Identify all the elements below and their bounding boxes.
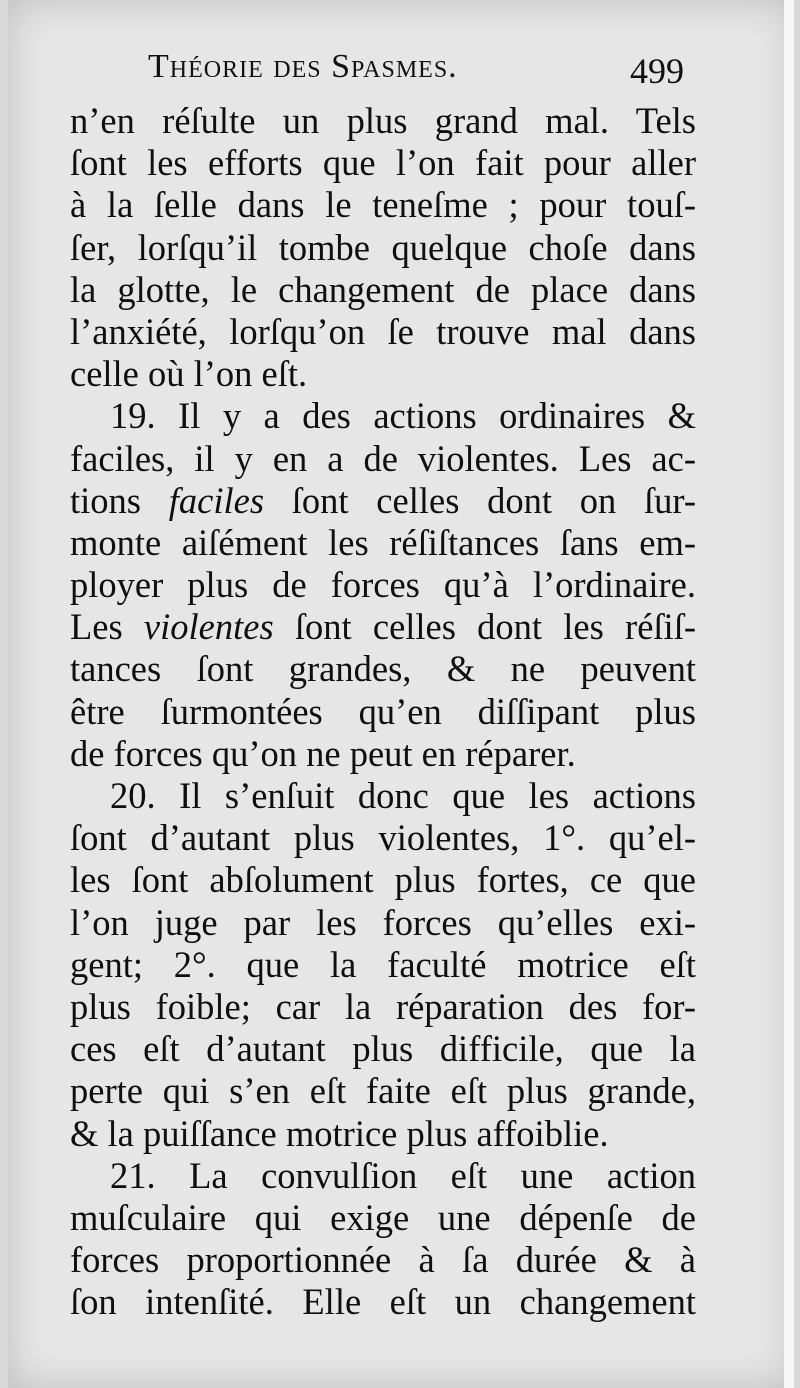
text-line: tions faciles ſont celles dont on ſur- bbox=[70, 479, 697, 521]
text-line: n’en réſulte un plus grand mal. Tels bbox=[70, 100, 696, 141]
text-line: la glotte, le changement de place dans bbox=[70, 268, 696, 310]
text-line: perte qui s’en eſt faite eſt plus grande, bbox=[70, 1070, 696, 1112]
text-line: ſont les efforts que l’on fait pour aller bbox=[70, 142, 696, 184]
text-line: celle où l’on eſt. bbox=[70, 353, 308, 395]
text-line: être ſurmontées qu’en diſſipant plus bbox=[70, 690, 696, 732]
text-line: muſculaire qui exige une dépenſe de bbox=[70, 1196, 696, 1238]
text-line: à la ſelle dans le teneſme ; pour touſ- bbox=[70, 184, 696, 226]
text-line: faciles, il y en a de violentes. Les ac- bbox=[70, 437, 696, 479]
text-line: ces eſt d’autant plus difficile, que la bbox=[70, 1028, 696, 1070]
text-line: Les violentes ſont celles dont les réſiſ- bbox=[70, 606, 696, 648]
page-edge bbox=[784, 0, 794, 1388]
paragraph-21-start: 21. La convulſion eſt une action bbox=[110, 1154, 696, 1196]
book-page bbox=[8, 0, 794, 1388]
page-number: 499 bbox=[630, 51, 684, 91]
text-line: ployer plus de forces qu’à l’ordinaire. bbox=[70, 564, 696, 606]
body-text bbox=[70, 100, 696, 1323]
text-line: ſer, lorſqu’il tombe quelque choſe dans bbox=[70, 226, 696, 268]
text-line: monte aiſément les réſiſtances ſans em- bbox=[70, 521, 696, 563]
text-line: ſont d’autant plus violentes, 1°. qu’el- bbox=[70, 817, 696, 859]
paragraph-20-start: 20. Il s’enſuit donc que les actions bbox=[110, 775, 696, 816]
italic-term: faciles bbox=[168, 479, 265, 521]
page-header bbox=[62, 42, 692, 102]
text-line: & la puiſſance motrice plus affoiblie. bbox=[70, 1112, 609, 1154]
paragraph-19-start: 19. Il y a des actions ordinaires & bbox=[110, 395, 696, 437]
text-line: plus foible; car la réparation des for- bbox=[70, 985, 696, 1027]
text-line: l’on juge par les forces qu’elles exi- bbox=[70, 901, 696, 943]
text-line: forces proportionnée à ſa durée & à bbox=[70, 1239, 696, 1281]
text-line: tances ſont grandes, & ne peuvent bbox=[70, 648, 696, 690]
running-title-text: Théorie des Spasmes. bbox=[148, 48, 458, 85]
text-line: l’anxiété, lorſqu’on ſe trouve mal dans bbox=[70, 310, 696, 352]
text-line: les ſont abſolument plus fortes, ce que bbox=[70, 859, 696, 901]
italic-term: violentes bbox=[143, 606, 274, 648]
text-line: gent; 2°. que la faculté motrice eſt bbox=[70, 943, 696, 985]
running-title bbox=[148, 48, 458, 86]
text-line: ſon intenſité. Elle eſt un changement bbox=[70, 1281, 696, 1323]
text-line: de forces qu’on ne peut en réparer. bbox=[70, 732, 576, 774]
